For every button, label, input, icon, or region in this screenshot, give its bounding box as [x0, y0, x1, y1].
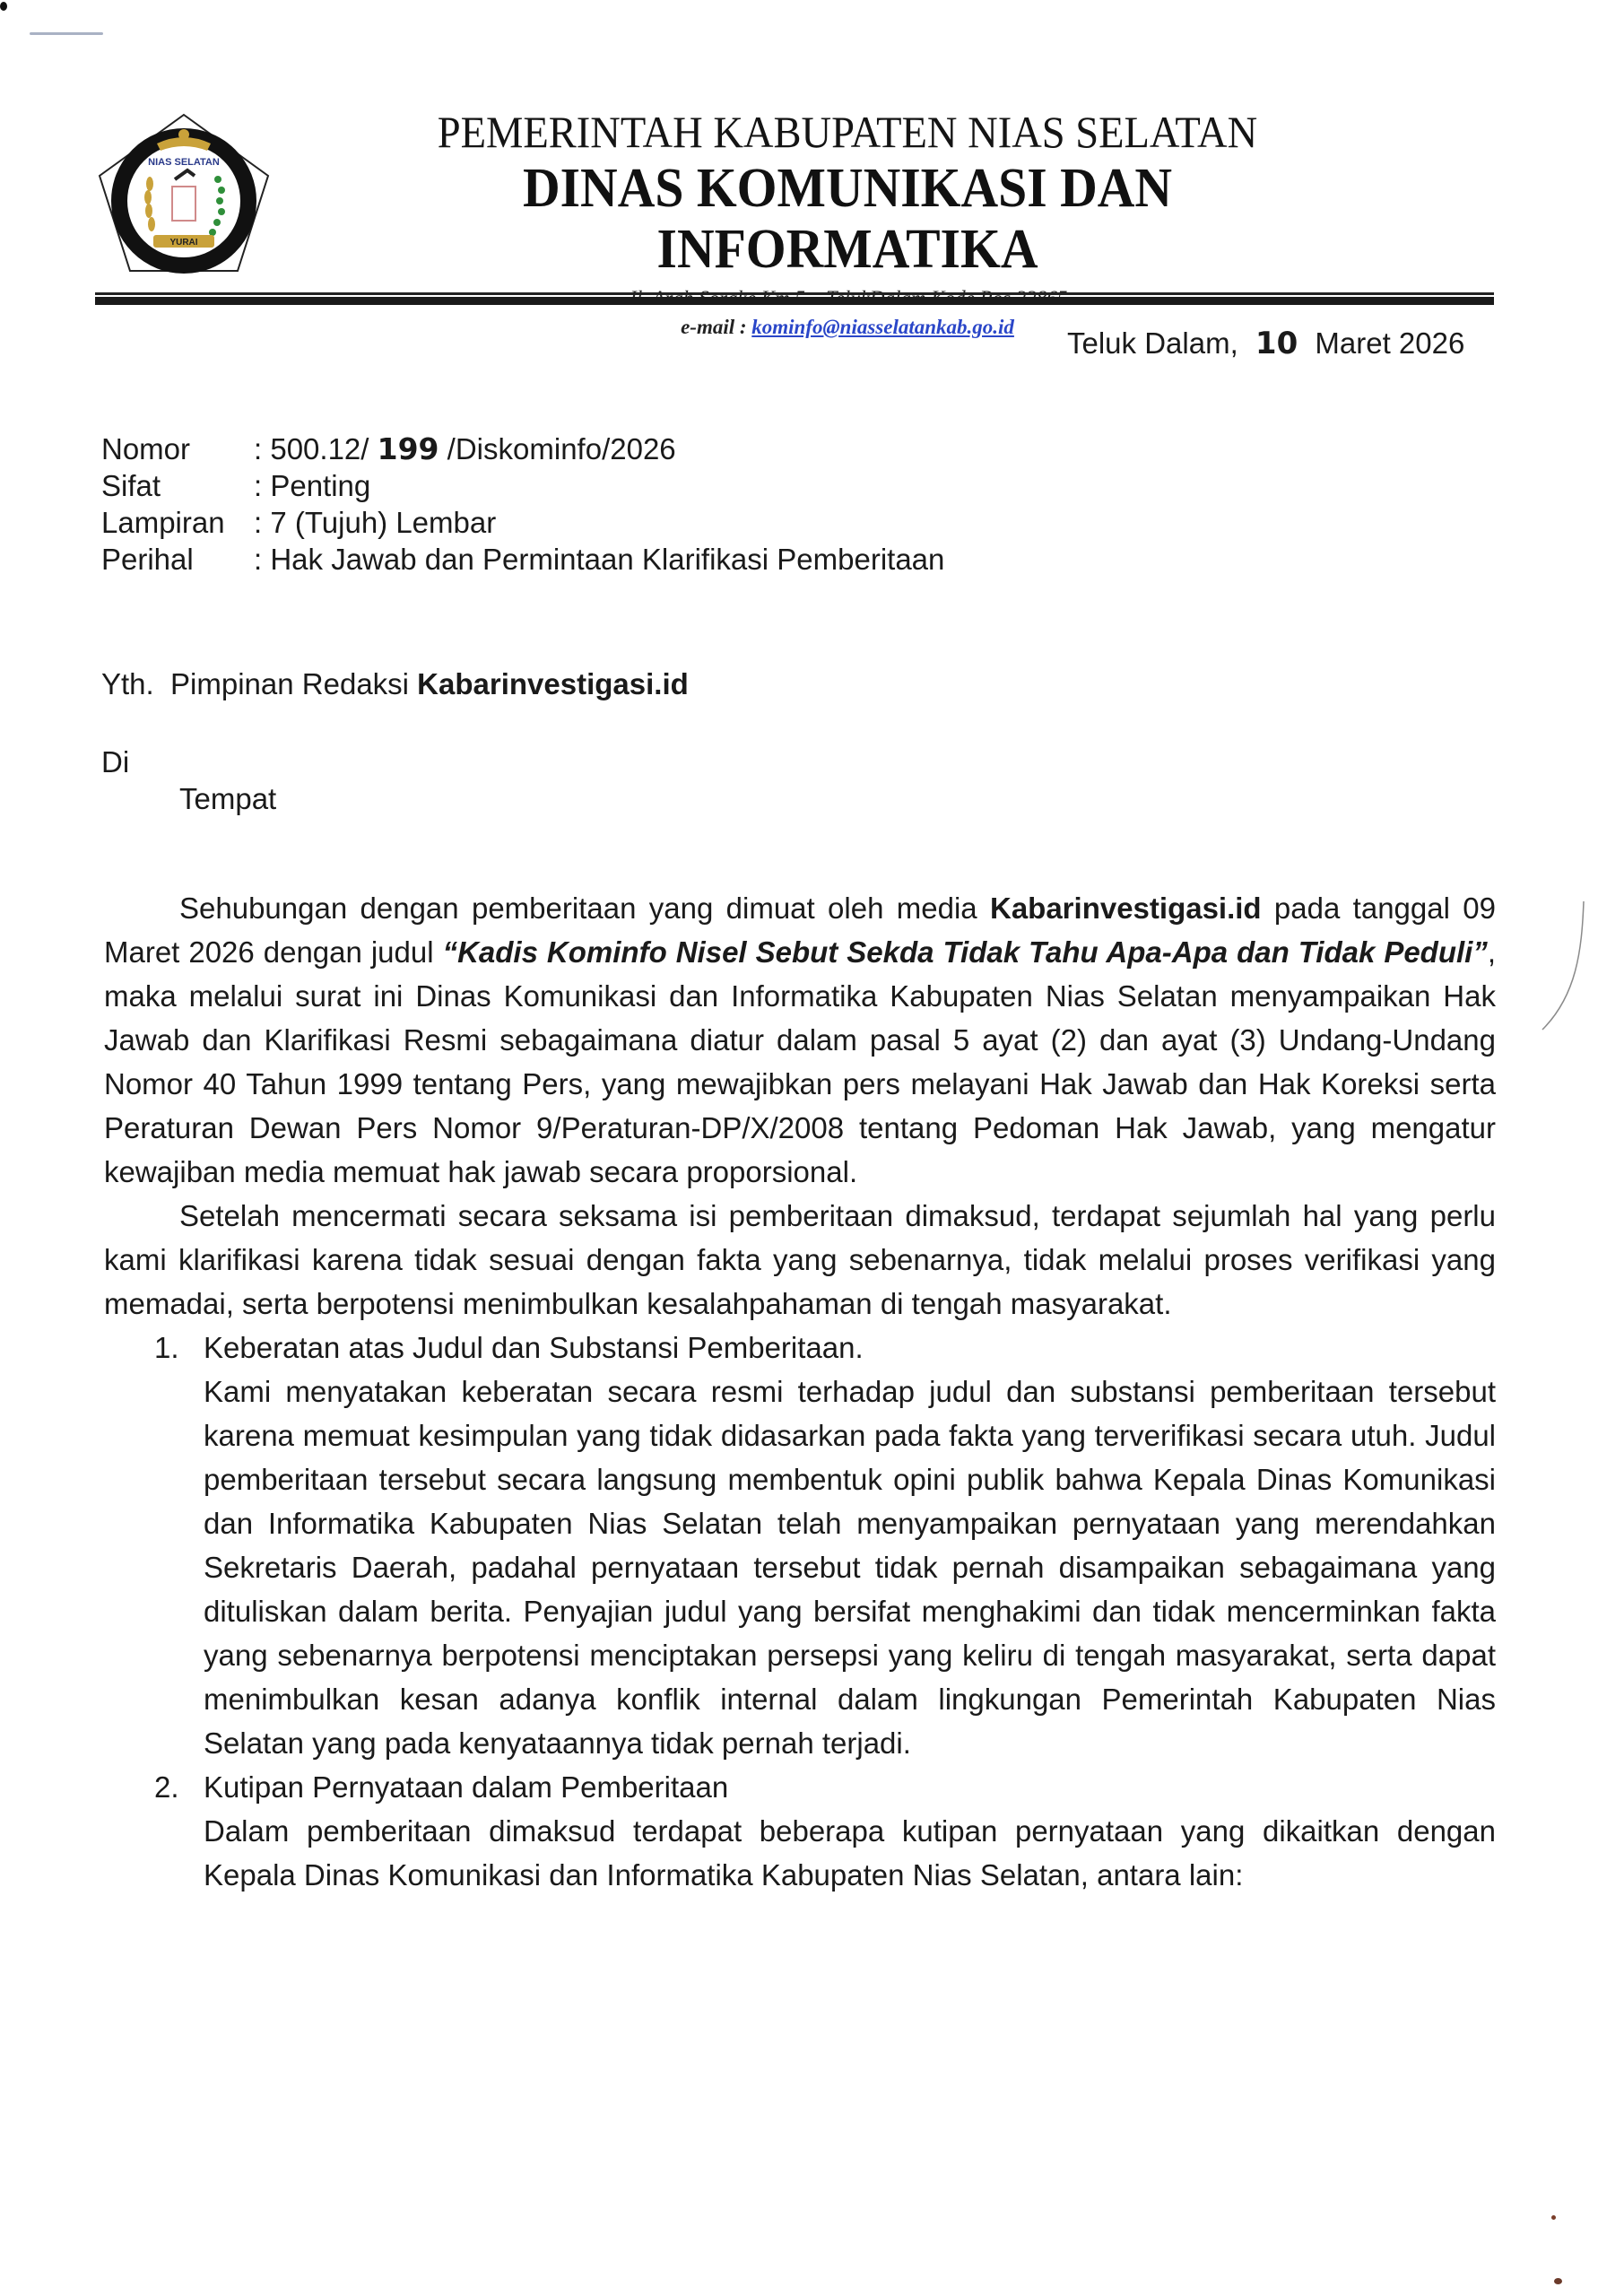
department-name: DINAS KOMUNIKASI DAN INFORMATIKA	[522, 158, 1173, 280]
meta-label: Lampiran	[101, 506, 225, 539]
meta-value: : Hak Jawab dan Permintaan Klarifikasi Pemberitaan	[254, 543, 945, 576]
meta-value: : Penting	[254, 469, 371, 502]
letter-date	[1067, 321, 1464, 366]
meta-label: Nomor	[101, 432, 191, 465]
list-item	[104, 1765, 1496, 1897]
handwritten-number: 199	[377, 431, 439, 466]
meta-label: Perihal	[101, 543, 194, 576]
scan-margin-arc	[1541, 897, 1585, 1031]
clarification-list	[104, 1326, 1496, 1897]
date-place: Teluk Dalam,	[1067, 326, 1238, 360]
letterhead-rule-thick	[95, 297, 1494, 305]
scan-pen-mark	[30, 32, 103, 35]
meta-value: : 7 (Tujuh) Lembar	[254, 506, 497, 539]
meta-row-perihal	[101, 541, 944, 578]
paragraph-clarification: Setelah mencermati secara seksama isi pemberitaan dimaksud, terdapat sejumlah hal yang perlu kami klarifikasi karena tidak sesuai dengan fakta yang sebenarnya, tidak melalui proses verifikasi yang memadai, serta berpotensi menimbulkan kesalahpahaman di tengah masyarakat.	[104, 1199, 1496, 1320]
paragraph-opening: Sehubungan dengan pemberitaan yang dimuat oleh media Kabarinvestigasi.id pada tanggal 09 Maret 2026 dengan judul “Kadis Kominfo Nisel Sebut Sekda Tidak Tahu Apa-Apa dan Tidak Peduli”, maka melalui surat ini Dinas Komunikasi dan Informatika Kabupaten Nias Selatan menyampaikan Hak Jawab dan Klarifikasi Resmi sebagaimana diatur dalam pasal 5 ayat (2) dan ayat (3) Undang-Undang Nomor 40 Tahun 1999 tentang Pers, yang mewajibkan pers melayani Hak Jawab dan Hak Koreksi serta Peraturan Dewan Pers Nomor 9/Peraturan-DP/X/2008 tentang Pedoman Hak Jawab, yang mengatur kewajiban media memuat hak jawab secara proporsional.	[104, 891, 1497, 1188]
government-name: PEMERINTAH KABUPATEN NIAS SELATAN	[437, 107, 1258, 157]
recipient-line	[101, 662, 689, 706]
regency-emblem-logo	[94, 108, 274, 278]
letterhead-rule-thin	[95, 292, 1494, 295]
recipient-di: Di	[101, 745, 130, 778]
list-item-number: 2.	[154, 1770, 179, 1804]
date-day-handwritten: 10	[1255, 326, 1298, 361]
email-label: e-mail :	[681, 316, 747, 338]
meta-value: : 500.12/ 199 /Diskominfo/2026	[254, 431, 676, 466]
letterhead	[296, 106, 1399, 341]
email-link[interactable]: kominfo@niasselatankab.go.id	[751, 316, 1014, 338]
letter-meta	[101, 430, 944, 578]
list-item-text: Dalam pemberitaan dimaksud terdapat beberapa kutipan pernyataan yang dikaitkan dengan Kepala Dinas Komunikasi dan Informatika Kabupaten Nias Selatan, antara lain:	[204, 1814, 1496, 1892]
meta-label: Sifat	[101, 469, 161, 502]
scan-speck	[1551, 2215, 1556, 2220]
recipient-media-name: Kabarinvestigasi.id	[417, 667, 689, 700]
list-item-number: 1.	[154, 1331, 179, 1364]
recipient-tempat: Tempat	[179, 782, 277, 815]
recipient-salutation: Yth. Pimpinan Redaksi	[101, 667, 418, 700]
logo-motto: YURAI	[169, 238, 198, 248]
list-item-title: Keberatan atas Judul dan Substansi Pemberitaan.	[204, 1331, 864, 1364]
logo-label: NIAS SELATAN	[148, 157, 220, 168]
meta-row-nomor	[101, 430, 944, 467]
media-name: Kabarinvestigasi.id	[989, 891, 1262, 925]
meta-row-sifat	[101, 467, 944, 504]
news-headline: “Kadis Kominfo Nisel Sebut Sekda Tidak Tahu Apa-Apa dan Tidak Peduli”	[442, 935, 1488, 969]
list-item-text: Kami menyatakan keberatan secara resmi terhadap judul dan substansi pemberitaan tersebut karena memuat kesimpulan yang tidak didasarkan pada fakta yang terverifikasi secara utuh. Judul pemberitaan tersebut secara langsung membentuk opini publik bahwa Kepala Dinas Komunikasi dan Informatika Kabupaten Nias Selatan telah menyampaikan pernyataan yang merendahkan Sekretaris Daerah, padahal pernyataan tersebut tidak pernah disampaikan sebagaimana yang dituliskan dalam berita. Penyajian judul yang bersifat menghakimi dan tidak mencerminkan fakta yang sebenarnya berpotensi menciptakan persepsi yang keliru di tengah masyarakat, serta dapat menimbulkan kesan adanya konflik internal dalam lingkungan Pemerintah Kabupaten Nias Selatan yang pada kenyataannya tidak pernah terjadi.	[204, 1375, 1496, 1760]
letter-body	[104, 886, 1496, 1897]
date-month-year: Maret 2026	[1315, 326, 1465, 360]
meta-row-lampiran	[101, 504, 944, 541]
scan-speck	[1554, 2278, 1562, 2284]
list-item	[104, 1326, 1496, 1765]
list-item-title: Kutipan Pernyataan dalam Pemberitaan	[204, 1770, 729, 1804]
scan-speck	[0, 2, 7, 11]
